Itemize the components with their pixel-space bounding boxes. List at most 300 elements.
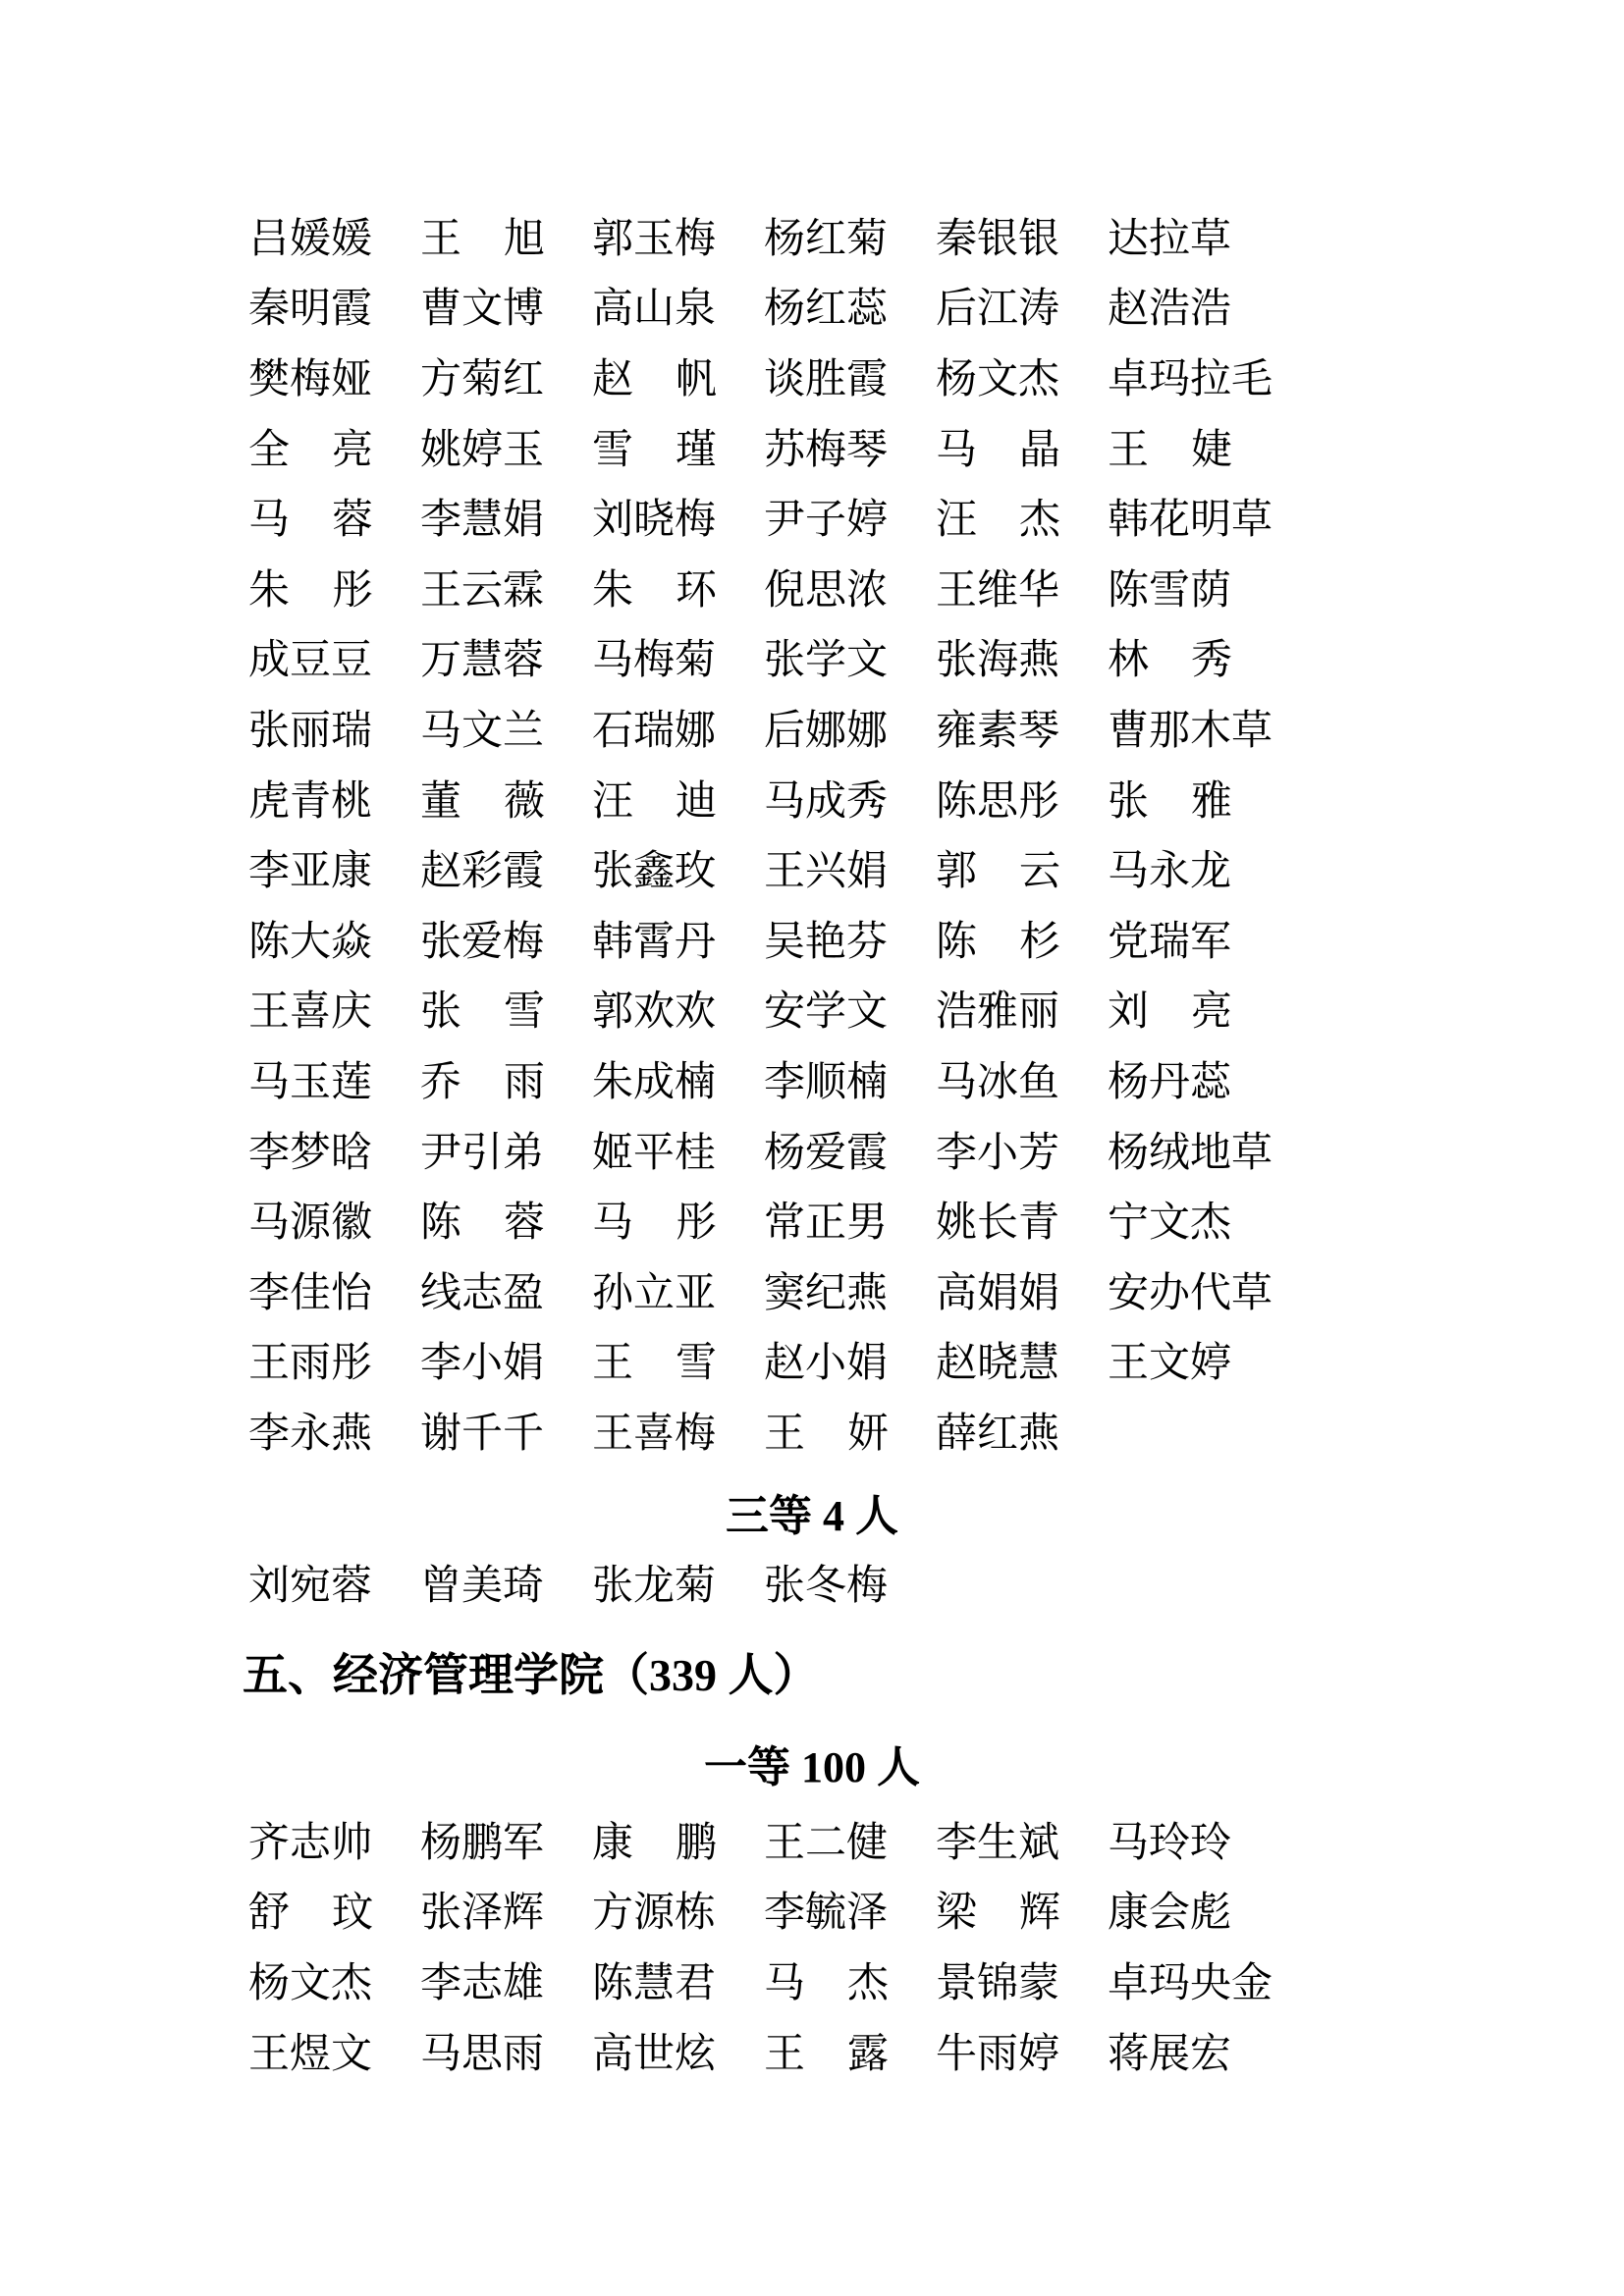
person-name-char: 鹏 xyxy=(675,1820,717,1866)
person-name xyxy=(1108,989,1232,1036)
name-cell xyxy=(1108,2031,1279,2077)
name-cell xyxy=(248,1411,420,1457)
person-name: 马源徽 xyxy=(248,1201,373,1247)
name-cell xyxy=(592,498,764,544)
person-name: 景锦蒙 xyxy=(936,1960,1060,2006)
person-name: 牛雨婷 xyxy=(936,2031,1060,2077)
name-cell xyxy=(248,778,420,825)
person-name xyxy=(1108,638,1232,684)
name-cell xyxy=(592,2031,764,2077)
person-name: 李毓泽 xyxy=(764,1891,889,1937)
name-cell xyxy=(592,638,764,684)
name-cell xyxy=(936,1891,1108,1937)
name-cell xyxy=(936,778,1108,825)
name-cell xyxy=(420,1960,592,2006)
name-cell xyxy=(592,778,764,825)
name-cell xyxy=(936,849,1108,895)
person-name-char: 郭 xyxy=(936,849,978,895)
person-name-char: 帆 xyxy=(675,356,717,402)
person-name: 宁文杰 xyxy=(1108,1201,1232,1247)
name-cell xyxy=(592,1341,764,1387)
name-cell xyxy=(420,287,592,333)
person-name xyxy=(936,1891,1060,1937)
person-name: 王喜庆 xyxy=(248,989,373,1036)
name-cell xyxy=(420,498,592,544)
name-row xyxy=(248,1329,1279,1400)
name-row xyxy=(248,626,1279,697)
person-name: 秦明霞 xyxy=(248,287,373,333)
person-name-char: 玟 xyxy=(331,1891,373,1937)
name-cell xyxy=(764,708,936,754)
person-name xyxy=(592,1820,717,1866)
person-name: 后娜娜 xyxy=(764,708,889,754)
name-cell xyxy=(420,708,592,754)
person-name: 曾美琦 xyxy=(420,1563,545,1609)
name-cell xyxy=(1108,1960,1279,2006)
person-name: 张丽瑞 xyxy=(248,708,373,754)
person-name: 李亚康 xyxy=(248,849,373,895)
person-name: 姚婷玉 xyxy=(420,427,545,473)
person-name: 蒋展宏 xyxy=(1108,2031,1232,2077)
person-name: 李小芳 xyxy=(936,1130,1060,1176)
name-cell xyxy=(764,498,936,544)
name-grid-first-class xyxy=(248,1808,1279,2089)
person-name: 高娟娟 xyxy=(936,1270,1060,1316)
person-name xyxy=(420,989,545,1036)
person-name: 李佳怡 xyxy=(248,1270,373,1316)
name-cell xyxy=(936,1059,1108,1105)
name-cell xyxy=(420,216,592,262)
person-name: 杨红蕊 xyxy=(764,287,889,333)
person-name-char: 杰 xyxy=(1018,498,1060,544)
person-name xyxy=(248,427,373,473)
name-row xyxy=(248,1551,936,1622)
name-cell xyxy=(248,708,420,754)
name-row xyxy=(248,907,1279,978)
name-row xyxy=(248,556,1279,626)
name-cell xyxy=(1108,989,1279,1036)
name-cell xyxy=(1108,427,1279,473)
person-name: 杨爱霞 xyxy=(764,1130,889,1176)
name-cell xyxy=(420,1820,592,1866)
person-name: 党瑞军 xyxy=(1108,919,1232,965)
name-cell xyxy=(592,708,764,754)
person-name-char: 汪 xyxy=(936,498,978,544)
person-name: 韩花明草 xyxy=(1108,498,1273,544)
person-name-char: 朱 xyxy=(248,567,291,614)
name-cell xyxy=(1108,216,1279,262)
person-name: 郭欢欢 xyxy=(592,989,717,1036)
name-cell xyxy=(592,427,764,473)
name-cell xyxy=(592,287,764,333)
person-name: 秦银银 xyxy=(936,216,1060,262)
name-row xyxy=(248,696,1279,767)
person-name: 方源栋 xyxy=(592,1891,717,1937)
person-name: 杨绒地草 xyxy=(1108,1130,1273,1176)
person-name: 安办代草 xyxy=(1108,1270,1273,1316)
name-cell xyxy=(1108,287,1279,333)
person-name: 张鑫玫 xyxy=(592,849,717,895)
person-name: 赵晓慧 xyxy=(936,1341,1060,1387)
person-name: 杨文杰 xyxy=(936,356,1060,402)
name-cell xyxy=(764,1341,936,1387)
person-name-char: 王 xyxy=(592,1341,634,1387)
person-name-char: 陈 xyxy=(936,919,978,965)
name-cell xyxy=(248,849,420,895)
person-name: 倪思浓 xyxy=(764,567,889,614)
name-cell xyxy=(420,1059,592,1105)
name-cell xyxy=(764,2031,936,2077)
person-name xyxy=(592,356,717,402)
person-name-char: 杉 xyxy=(1018,919,1060,965)
person-name: 万慧蓉 xyxy=(420,638,545,684)
name-cell xyxy=(936,356,1108,402)
name-cell xyxy=(1108,1130,1279,1176)
person-name-char: 王 xyxy=(764,2031,806,2077)
person-name: 康会彪 xyxy=(1108,1891,1232,1937)
person-name-char: 婕 xyxy=(1190,427,1232,473)
name-cell xyxy=(764,1059,936,1105)
person-name: 韩霄丹 xyxy=(592,919,717,965)
person-name-char: 马 xyxy=(248,498,291,544)
person-name-char: 亮 xyxy=(331,427,373,473)
person-name-char: 薇 xyxy=(503,778,545,825)
person-name: 张泽辉 xyxy=(420,1891,545,1937)
name-cell xyxy=(936,2031,1108,2077)
name-cell xyxy=(1108,638,1279,684)
name-cell xyxy=(1108,1820,1279,1866)
name-cell xyxy=(764,427,936,473)
person-name-char: 刘 xyxy=(1108,989,1150,1036)
person-name: 王维华 xyxy=(936,567,1060,614)
name-cell xyxy=(592,1059,764,1105)
person-name-char: 环 xyxy=(675,567,717,614)
person-name: 卓玛拉毛 xyxy=(1108,356,1273,402)
person-name: 张冬梅 xyxy=(764,1563,889,1609)
person-name-char: 陈 xyxy=(420,1201,462,1247)
name-cell xyxy=(1108,849,1279,895)
name-cell xyxy=(248,567,420,614)
name-row xyxy=(248,345,1279,415)
name-row xyxy=(248,978,1279,1048)
person-name-char: 辉 xyxy=(1018,1891,1060,1937)
person-name-char: 杰 xyxy=(846,1960,889,2006)
person-name-char: 秀 xyxy=(1190,638,1232,684)
name-cell xyxy=(248,919,420,965)
name-cell xyxy=(248,1059,420,1105)
name-cell xyxy=(1108,778,1279,825)
person-name-char: 全 xyxy=(248,427,291,473)
name-cell xyxy=(420,1891,592,1937)
person-name-char: 露 xyxy=(846,2031,889,2077)
person-name xyxy=(592,1341,717,1387)
name-cell xyxy=(420,1201,592,1247)
person-name: 杨丹蕊 xyxy=(1108,1059,1232,1105)
name-cell xyxy=(420,356,592,402)
name-cell xyxy=(248,1130,420,1176)
person-name-char: 张 xyxy=(420,989,462,1036)
name-cell xyxy=(764,216,936,262)
name-cell xyxy=(764,1891,936,1937)
person-name: 高山泉 xyxy=(592,287,717,333)
person-name-char: 彤 xyxy=(331,567,373,614)
person-name: 李梦晗 xyxy=(248,1130,373,1176)
name-row xyxy=(248,1118,1279,1189)
name-cell xyxy=(1108,919,1279,965)
person-name: 王兴娟 xyxy=(764,849,889,895)
name-cell xyxy=(764,1201,936,1247)
person-name: 杨红菊 xyxy=(764,216,889,262)
person-name: 王二健 xyxy=(764,1820,889,1866)
name-cell xyxy=(592,1201,764,1247)
name-cell xyxy=(936,989,1108,1036)
person-name: 刘晓梅 xyxy=(592,498,717,544)
person-name: 尹子婷 xyxy=(764,498,889,544)
name-cell xyxy=(248,1891,420,1937)
name-cell xyxy=(248,2031,420,2077)
name-cell xyxy=(936,1270,1108,1316)
name-cell xyxy=(764,638,936,684)
name-cell xyxy=(936,427,1108,473)
person-name: 马梅菊 xyxy=(592,638,717,684)
person-name-char: 王 xyxy=(764,1411,806,1457)
person-name: 张海燕 xyxy=(936,638,1060,684)
name-cell xyxy=(936,1130,1108,1176)
name-cell xyxy=(936,1341,1108,1387)
person-name: 姚长青 xyxy=(936,1201,1060,1247)
name-cell xyxy=(764,356,936,402)
person-name-char: 瑾 xyxy=(675,427,717,473)
person-name xyxy=(936,498,1060,544)
name-cell xyxy=(420,1130,592,1176)
person-name-char: 马 xyxy=(592,1201,634,1247)
person-name: 卓玛央金 xyxy=(1108,1960,1273,2006)
person-name-char: 蓉 xyxy=(331,498,373,544)
person-name-char: 梁 xyxy=(936,1891,978,1937)
name-cell xyxy=(764,1563,936,1609)
person-name-char: 舒 xyxy=(248,1891,291,1937)
name-cell xyxy=(764,1960,936,2006)
person-name: 刘宛蓉 xyxy=(248,1563,373,1609)
name-cell xyxy=(248,1563,420,1609)
person-name-char: 赵 xyxy=(592,356,634,402)
person-name-char: 雪 xyxy=(592,427,634,473)
name-cell xyxy=(248,1270,420,1316)
person-name xyxy=(592,427,717,473)
name-cell xyxy=(592,919,764,965)
name-cell xyxy=(592,849,764,895)
person-name-char: 彤 xyxy=(675,1201,717,1247)
person-name: 线志盈 xyxy=(420,1270,545,1316)
name-cell xyxy=(764,1130,936,1176)
name-cell xyxy=(764,287,936,333)
person-name: 郭玉梅 xyxy=(592,216,717,262)
name-cell xyxy=(592,1411,764,1457)
name-cell xyxy=(936,567,1108,614)
person-name: 曹那木草 xyxy=(1108,708,1273,754)
person-name: 马文兰 xyxy=(420,708,545,754)
person-name-char: 张 xyxy=(1108,778,1150,825)
person-name-char: 雪 xyxy=(675,1341,717,1387)
name-cell xyxy=(248,989,420,1036)
name-cell xyxy=(936,1820,1108,1866)
person-name-char: 马 xyxy=(764,1960,806,2006)
person-name: 王文婷 xyxy=(1108,1341,1232,1387)
person-name-char: 雅 xyxy=(1190,778,1232,825)
person-name: 曹文博 xyxy=(420,287,545,333)
name-cell xyxy=(420,2031,592,2077)
name-row xyxy=(248,275,1279,346)
person-name: 尹引弟 xyxy=(420,1130,545,1176)
person-name xyxy=(248,1891,373,1937)
person-name: 马永龙 xyxy=(1108,849,1232,895)
name-row xyxy=(248,1808,1279,1879)
name-row xyxy=(248,1258,1279,1329)
person-name-char: 王 xyxy=(1108,427,1150,473)
name-row xyxy=(248,204,1279,275)
name-cell xyxy=(248,638,420,684)
person-name: 李志雄 xyxy=(420,1960,545,2006)
person-name: 马思雨 xyxy=(420,2031,545,2077)
name-cell xyxy=(420,1270,592,1316)
person-name: 孙立亚 xyxy=(592,1270,717,1316)
name-cell xyxy=(592,1563,764,1609)
name-cell xyxy=(248,287,420,333)
person-name-char: 康 xyxy=(592,1820,634,1866)
person-name: 谢千千 xyxy=(420,1411,545,1457)
person-name xyxy=(248,567,373,614)
person-name-char: 马 xyxy=(936,427,978,473)
name-row xyxy=(248,1879,1279,1949)
name-cell xyxy=(248,216,420,262)
person-name-char: 亮 xyxy=(1190,989,1232,1036)
person-name: 杨鹏军 xyxy=(420,1820,545,1866)
name-cell xyxy=(592,1960,764,2006)
person-name-char: 迪 xyxy=(675,778,717,825)
person-name-char: 妍 xyxy=(846,1411,889,1457)
person-name: 樊梅娅 xyxy=(248,356,373,402)
name-cell xyxy=(592,1820,764,1866)
person-name-char: 朱 xyxy=(592,567,634,614)
name-cell xyxy=(420,778,592,825)
person-name xyxy=(420,216,545,262)
name-cell xyxy=(1108,1341,1279,1387)
name-cell xyxy=(1108,708,1279,754)
person-name: 李顺楠 xyxy=(764,1059,889,1105)
section-heading: 五、经济管理学院（339 人） xyxy=(243,1650,819,1700)
person-name: 王云霖 xyxy=(420,567,545,614)
name-cell xyxy=(420,1411,592,1457)
name-cell xyxy=(936,1201,1108,1247)
name-cell xyxy=(936,1411,1108,1457)
name-cell xyxy=(764,1411,936,1457)
name-cell xyxy=(764,778,936,825)
person-name: 赵彩霞 xyxy=(420,849,545,895)
name-cell xyxy=(936,1960,1108,2006)
name-row xyxy=(248,415,1279,486)
person-name: 杨文杰 xyxy=(248,1960,373,2006)
person-name xyxy=(936,427,1060,473)
person-name: 朱成楠 xyxy=(592,1059,717,1105)
person-name: 李生斌 xyxy=(936,1820,1060,1866)
person-name: 王喜梅 xyxy=(592,1411,717,1457)
person-name: 李小娟 xyxy=(420,1341,545,1387)
person-name xyxy=(592,778,717,825)
person-name: 陈雪荫 xyxy=(1108,567,1232,614)
name-cell xyxy=(248,356,420,402)
name-cell xyxy=(764,1820,936,1866)
person-name xyxy=(592,567,717,614)
name-row xyxy=(248,485,1279,556)
name-cell xyxy=(420,919,592,965)
person-name: 薛红燕 xyxy=(936,1411,1060,1457)
person-name: 高世炫 xyxy=(592,2031,717,2077)
person-name-char: 旭 xyxy=(503,216,545,262)
person-name-char: 王 xyxy=(420,216,462,262)
name-row xyxy=(248,836,1279,907)
person-name: 苏梅琴 xyxy=(764,427,889,473)
person-name: 雍素琴 xyxy=(936,708,1060,754)
name-cell xyxy=(420,567,592,614)
person-name: 陈思彤 xyxy=(936,778,1060,825)
person-name xyxy=(764,1411,889,1457)
person-name xyxy=(764,2031,889,2077)
person-name xyxy=(420,778,545,825)
person-name: 王煜文 xyxy=(248,2031,373,2077)
person-name: 张爱梅 xyxy=(420,919,545,965)
name-cell xyxy=(764,989,936,1036)
person-name: 马玉莲 xyxy=(248,1059,373,1105)
name-cell xyxy=(420,849,592,895)
name-cell xyxy=(936,498,1108,544)
person-name: 王雨彤 xyxy=(248,1341,373,1387)
person-name xyxy=(420,1059,545,1105)
person-name: 安学文 xyxy=(764,989,889,1036)
person-name: 虎青桃 xyxy=(248,778,373,825)
name-row xyxy=(248,2019,1279,2090)
person-name: 方菊红 xyxy=(420,356,545,402)
person-name: 马冰鱼 xyxy=(936,1059,1060,1105)
person-name-char: 云 xyxy=(1018,849,1060,895)
name-cell xyxy=(420,427,592,473)
person-name-char: 雪 xyxy=(503,989,545,1036)
person-name: 姬平桂 xyxy=(592,1130,717,1176)
person-name: 李慧娟 xyxy=(420,498,545,544)
name-cell xyxy=(420,989,592,1036)
name-row xyxy=(248,1949,1279,2019)
person-name: 马成秀 xyxy=(764,778,889,825)
person-name xyxy=(1108,778,1232,825)
third-class-heading: 三等 4 人 xyxy=(726,1492,898,1540)
name-cell xyxy=(248,427,420,473)
name-cell xyxy=(1108,1201,1279,1247)
person-name xyxy=(936,849,1060,895)
name-cell xyxy=(764,849,936,895)
name-cell xyxy=(248,1820,420,1866)
person-name: 陈慧君 xyxy=(592,1960,717,2006)
name-cell xyxy=(592,1130,764,1176)
person-name: 窦纪燕 xyxy=(764,1270,889,1316)
person-name-char: 乔 xyxy=(420,1059,462,1105)
name-cell xyxy=(592,567,764,614)
person-name: 吴艳芬 xyxy=(764,919,889,965)
name-cell xyxy=(420,638,592,684)
name-cell xyxy=(1108,1270,1279,1316)
person-name: 张龙菊 xyxy=(592,1563,717,1609)
person-name: 赵浩浩 xyxy=(1108,287,1232,333)
name-grid-upper xyxy=(248,204,1279,1469)
name-cell xyxy=(248,1341,420,1387)
